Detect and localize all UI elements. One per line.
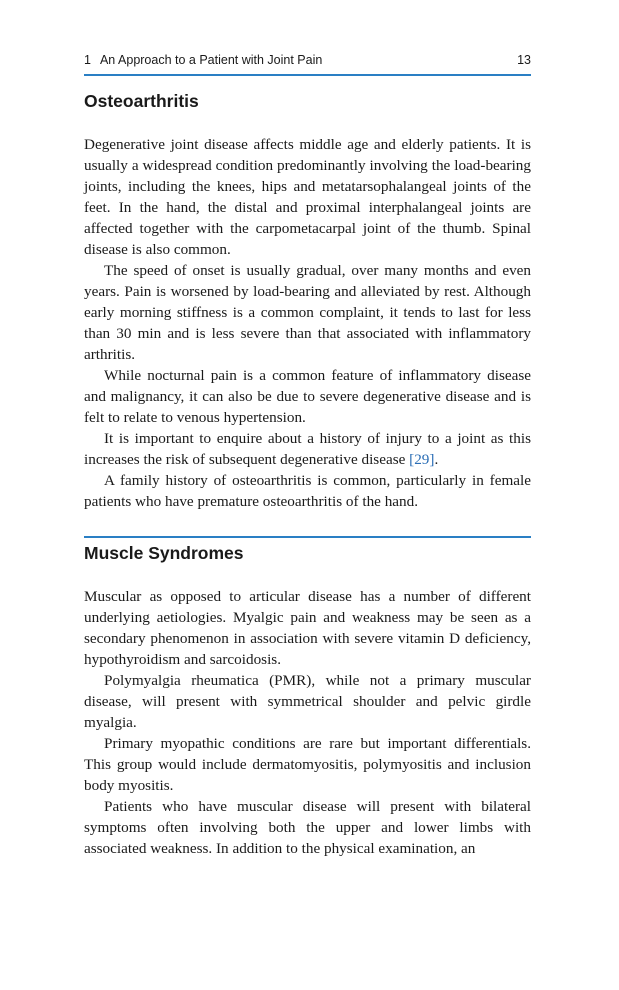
section-body-osteoarthritis [84, 134, 531, 512]
paragraph: Polymyalgia rheumatica (PMR), while not a primary muscular disease, will present with symmetrical shoulder and pelvic girdle myalgia. [84, 672, 531, 731]
paragraph [84, 428, 531, 470]
paragraph: While nocturnal pain is a common feature of inflammatory disease and malignancy, it can also be due to severe degenerative disease and is felt to relate to venous hypertension. [84, 367, 531, 426]
running-header [84, 50, 531, 72]
section-divider [84, 536, 531, 538]
chapter-title: An Approach to a Patient with Joint Pain [99, 53, 323, 67]
paragraph: Primary myopathic conditions are rare but important differentials. This group would include dermatomyositis, polymyositis and inclusion body myositis. [84, 735, 531, 794]
paragraph-text: It is important to enquire about a history of injury to a joint as this increases the risk of subsequent degenerative disease [84, 430, 531, 468]
chapter-heading [84, 53, 322, 67]
section-heading-muscle-syndromes: Muscle Syndromes [84, 543, 244, 563]
section-heading-osteoarthritis: Osteoarthritis [84, 91, 199, 111]
citation-link[interactable]: [29] [409, 451, 435, 468]
header-divider [84, 74, 531, 76]
paragraph: Patients who have muscular disease will present with bilateral symptoms often involving both the upper and lower limbs with associated weakness. In addition to the physical examination, an [84, 798, 531, 857]
paragraph: Degenerative joint disease affects middle age and elderly patients. It is usually a widespread condition predominantly involving the load-bearing joints, including the knees, hips and metatarsophalangeal joints of the feet. In the hand, the distal and proximal interphalangeal joints are affected together with the carpometacarpal joint of the thumb. Spinal disease is also common. [84, 136, 531, 258]
paragraph-text: . [434, 451, 439, 468]
paragraph: The speed of onset is usually gradual, over many months and even years. Pain is worsened by load-bearing and alleviated by rest. Although early morning stiffness is a common complaint, it tends to last for less than 30 min and is less severe than that associated with inflammatory arthritis. [84, 262, 531, 363]
chapter-number: 1 [84, 53, 91, 67]
page-number: 13 [517, 53, 531, 67]
paragraph: A family history of osteoarthritis is common, particularly in female patients who have premature osteoarthritis of the hand. [84, 472, 531, 510]
section-body-muscle-syndromes [84, 586, 531, 859]
paragraph: Muscular as opposed to articular disease has a number of different underlying aetiologies. Myalgic pain and weakness may be seen as a secondary phenomenon in association with severe vitamin D deficiency, hypothyroidism and sarcoidosis. [84, 588, 531, 668]
